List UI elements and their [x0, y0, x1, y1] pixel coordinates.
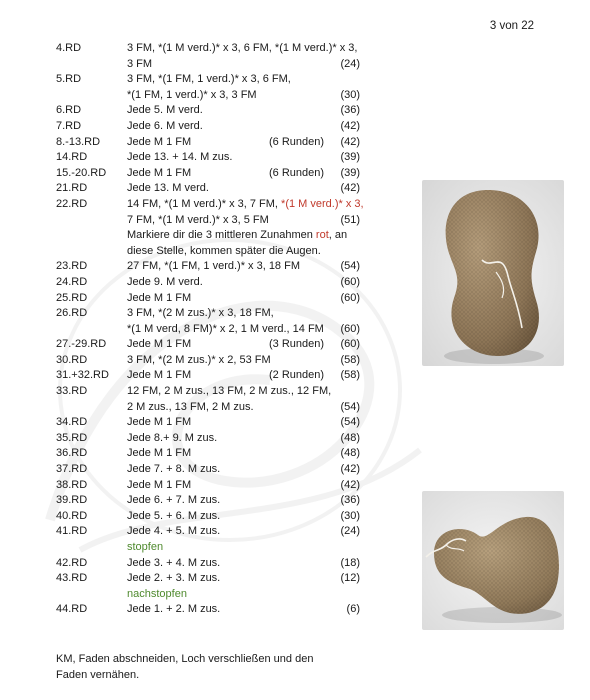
instruction-text: 14 FM, *(1 M verd.)* x 3, 7 FM,: [127, 197, 282, 210]
round-instructions: [127, 446, 360, 462]
instruction-line: [127, 353, 360, 369]
pattern-row: [56, 509, 396, 525]
instruction-line: [127, 72, 360, 88]
round-instructions: [127, 103, 360, 119]
instruction-line: [127, 57, 360, 73]
instruction-text: Jede 8.+ 9. M zus.: [127, 431, 218, 444]
pattern-row: [56, 368, 396, 384]
pattern-row: [56, 306, 396, 337]
stitch-count: (54): [340, 260, 360, 273]
pattern-row: [56, 602, 396, 618]
instruction-line: [127, 41, 360, 57]
stitch-count: (42): [340, 182, 360, 195]
instruction-text: Jede M 1 FM: [127, 338, 192, 351]
stitch-count: (58): [340, 369, 360, 382]
round-label: 7.RD: [56, 119, 82, 132]
instruction-text: *(1 FM, 1 verd.)* x 3, 3 FM: [127, 88, 257, 101]
crochet-body-photo-side: [422, 491, 564, 630]
round-instructions: [127, 72, 360, 103]
round-label: 43.RD: [56, 572, 88, 585]
instruction-line: [127, 431, 360, 447]
round-label: 33.RD: [56, 385, 88, 398]
stitch-count: (36): [340, 104, 360, 117]
stitch-count: (24): [340, 525, 360, 538]
instruction-text: Jede 7. + 8. M zus.: [127, 463, 221, 476]
instruction-line: [127, 368, 360, 384]
round-label: 5.RD: [56, 73, 82, 86]
stitch-count: (18): [340, 556, 360, 569]
instruction-line: [127, 556, 360, 572]
instruction-text: Jede M 1 FM: [127, 291, 192, 304]
instruction-line: [127, 446, 360, 462]
round-instructions: [127, 119, 360, 135]
stitch-count: (6): [346, 603, 360, 616]
pattern-row: [56, 291, 396, 307]
pattern-row: [56, 41, 396, 72]
pattern-row: [56, 493, 396, 509]
round-instructions: [127, 353, 360, 369]
round-instructions: [127, 181, 360, 197]
pattern-row: [56, 415, 396, 431]
stitch-count: (30): [340, 509, 360, 522]
round-instructions: [127, 493, 360, 509]
round-label: 15.-20.RD: [56, 166, 107, 179]
round-repeat-note: (2 Runden): [269, 369, 325, 382]
instruction-text: Jede M 1 FM: [127, 166, 192, 179]
round-instructions: [127, 524, 360, 555]
round-label: 25.RD: [56, 291, 88, 304]
round-instructions: [127, 509, 360, 525]
instruction-text: Jede 13. M verd.: [127, 182, 209, 195]
crochet-body-photo-front: [422, 180, 564, 366]
stuffing-note: stopfen: [127, 541, 164, 553]
stitch-count: (39): [340, 166, 360, 179]
instruction-line: [127, 337, 360, 353]
round-instructions: [127, 135, 360, 151]
instruction-text: *(1 M verd, 8 FM)* x 2, 1 M verd., 14 FM: [127, 322, 324, 335]
pattern-row: [56, 259, 396, 275]
pattern-row: [56, 353, 396, 369]
instruction-text: Jede 5. + 6. M zus.: [127, 509, 221, 522]
round-instructions: [127, 259, 360, 275]
pattern-row: [56, 135, 396, 151]
stitch-count: (42): [340, 135, 360, 148]
round-label: 27.-29.RD: [56, 338, 107, 351]
stuffing-note: nachstopfen: [127, 587, 187, 600]
round-label: 31.+32.RD: [56, 369, 109, 382]
stitch-count: (39): [340, 151, 360, 164]
instruction-text: Jede M 1 FM: [127, 135, 192, 148]
instruction-text: Jede 2. + 3. M zus.: [127, 572, 221, 585]
instruction-line: [127, 103, 360, 119]
instruction-line: [127, 228, 360, 244]
round-instructions: [127, 462, 360, 478]
stitch-count: (60): [340, 338, 360, 351]
instruction-line: [127, 291, 360, 307]
round-repeat-note: (3 Runden): [269, 338, 325, 351]
instruction-text: Jede 13. + 14. M zus.: [127, 151, 233, 164]
round-label: 40.RD: [56, 509, 88, 522]
round-instructions: [127, 415, 360, 431]
round-instructions: [127, 337, 360, 353]
stitch-count: (60): [340, 291, 360, 304]
stitch-count: (30): [340, 88, 360, 101]
round-label: 36.RD: [56, 447, 88, 460]
round-label: 23.RD: [56, 260, 88, 273]
round-label: 42.RD: [56, 556, 88, 569]
instruction-line: [127, 509, 360, 525]
instruction-text: 3 FM, *(1 FM, 1 verd.)* x 3, 6 FM,: [127, 73, 291, 86]
stitch-count: (42): [340, 119, 360, 132]
round-instructions: [127, 368, 360, 384]
stitch-count: (42): [340, 478, 360, 491]
stitch-count: (48): [340, 447, 360, 460]
round-instructions: [127, 306, 360, 337]
round-instructions: [127, 275, 360, 291]
highlight-text: *(1 M verd.)* x 3,: [281, 197, 364, 210]
pattern-row: [56, 524, 396, 555]
instruction-line: [127, 135, 360, 151]
pattern-row: [56, 446, 396, 462]
pattern-row: [56, 556, 396, 572]
instruction-text: Jede 1. + 2. M zus.: [127, 603, 221, 616]
instruction-text: Jede 4. + 5. M zus.: [127, 525, 221, 538]
instruction-text: 3 FM, *(1 M verd.)* x 3, 6 FM, *(1 M verd.)* x 3,: [127, 42, 358, 54]
stitch-count: (42): [340, 463, 360, 476]
instruction-text: 3 FM, *(2 M zus.)* x 2, 53 FM: [127, 353, 271, 366]
round-instructions: [127, 166, 360, 182]
pattern-row: [56, 275, 396, 291]
instruction-line: [127, 602, 360, 618]
round-instructions: [127, 571, 360, 602]
round-label: 22.RD: [56, 197, 88, 210]
instruction-line: [127, 587, 360, 603]
instruction-line: [127, 384, 360, 400]
instruction-line: [127, 415, 360, 431]
pattern-row: [56, 166, 396, 182]
stitch-count: (24): [340, 57, 360, 70]
instruction-line: [127, 244, 360, 260]
pattern-row: [56, 478, 396, 494]
instruction-text: 27 FM, *(1 FM, 1 verd.)* x 3, 18 FM: [127, 260, 300, 273]
pattern-row: [56, 462, 396, 478]
round-instructions: [127, 556, 360, 572]
stitch-count: (60): [340, 275, 360, 288]
stitch-count: (51): [340, 213, 360, 226]
round-label: 34.RD: [56, 416, 88, 429]
footer-line: Faden vernähen.: [56, 668, 140, 681]
instruction-line: [127, 322, 360, 338]
pattern-row: [56, 150, 396, 166]
instruction-line: [127, 462, 360, 478]
round-instructions: [127, 291, 360, 307]
round-label: 30.RD: [56, 353, 88, 366]
instruction-line: [127, 524, 360, 540]
pattern-row: [56, 384, 396, 415]
instruction-line: [127, 119, 360, 135]
instruction-text: Jede 3. + 4. M zus.: [127, 556, 221, 569]
instruction-line: [127, 540, 360, 556]
stitch-count: (54): [340, 416, 360, 429]
stitch-count: (36): [340, 494, 360, 507]
instruction-line: [127, 259, 360, 275]
round-repeat-note: (6 Runden): [269, 135, 325, 148]
pattern-row: [56, 431, 396, 447]
instruction-line: [127, 478, 360, 494]
round-label: 4.RD: [56, 42, 82, 54]
instruction-text: 7 FM, *(1 M verd.)* x 3, 5 FM: [127, 213, 269, 226]
instruction-text: , an: [328, 229, 348, 242]
round-label: 8.-13.RD: [56, 135, 101, 148]
pattern-rows: [56, 41, 396, 618]
round-label: 35.RD: [56, 431, 88, 444]
stitch-count: (12): [340, 572, 360, 585]
round-instructions: [127, 384, 360, 415]
round-instructions: [127, 197, 364, 259]
instruction-text: Jede 5. M verd.: [127, 104, 203, 117]
instruction-text: 12 FM, 2 M zus., 13 FM, 2 M zus., 12 FM,: [127, 385, 332, 398]
instruction-line: [127, 275, 360, 291]
instruction-text: Jede M 1 FM: [127, 416, 192, 429]
round-instructions: [127, 150, 360, 166]
round-label: 39.RD: [56, 494, 88, 507]
round-label: 37.RD: [56, 463, 88, 476]
highlight-text: rot: [315, 229, 329, 242]
round-instructions: [127, 431, 360, 447]
round-label: 14.RD: [56, 151, 88, 164]
instruction-text: diese Stelle, kommen später die Augen.: [127, 244, 321, 257]
pattern-row: [56, 103, 396, 119]
instruction-text: Jede 6. + 7. M zus.: [127, 494, 221, 507]
footer-line: KM, Faden abschneiden, Loch verschließen und den: [56, 653, 314, 665]
pattern-row: [56, 571, 396, 602]
pattern-row: [56, 197, 396, 259]
round-repeat-note: (6 Runden): [269, 166, 325, 179]
round-label: 26.RD: [56, 307, 88, 320]
instruction-text: Jede 6. M verd.: [127, 119, 203, 132]
page-number: 3 von 22: [489, 20, 534, 32]
instruction-text: 2 M zus., 13 FM, 2 M zus.: [127, 400, 254, 413]
instruction-line: [127, 306, 360, 322]
pattern-row: [56, 181, 396, 197]
instruction-line: [127, 571, 360, 587]
round-label: 38.RD: [56, 478, 88, 491]
instruction-line: [127, 197, 364, 213]
instruction-line: [127, 150, 360, 166]
round-label: 44.RD: [56, 603, 88, 616]
round-instructions: [127, 602, 360, 618]
footer-instructions: [56, 652, 376, 683]
stitch-count: (60): [340, 322, 360, 335]
pattern-row: [56, 337, 396, 353]
instruction-text: Jede 9. M verd.: [127, 275, 203, 288]
instruction-line: [127, 181, 360, 197]
instruction-line: [127, 166, 360, 182]
instruction-text: Jede M 1 FM: [127, 369, 192, 382]
round-label: 6.RD: [56, 104, 82, 117]
stitch-count: (48): [340, 431, 360, 444]
instruction-line: [127, 213, 360, 229]
instruction-line: [127, 400, 360, 416]
instruction-line: [127, 88, 360, 104]
round-instructions: [127, 478, 360, 494]
instruction-line: [127, 493, 360, 509]
stitch-count: (58): [340, 353, 360, 366]
pattern-row: [56, 72, 396, 103]
instruction-text: Markiere dir die 3 mittleren Zunahmen: [127, 229, 316, 242]
round-label: 24.RD: [56, 275, 88, 288]
instruction-text: 3 FM, *(2 M zus.)* x 3, 18 FM,: [127, 307, 274, 320]
round-label: 41.RD: [56, 525, 88, 538]
stitch-count: (54): [340, 400, 360, 413]
instruction-text: Jede M 1 FM: [127, 447, 192, 460]
pattern-row: [56, 119, 396, 135]
instruction-text: 3 FM: [127, 57, 153, 70]
instruction-text: Jede M 1 FM: [127, 478, 192, 491]
round-label: 21.RD: [56, 182, 88, 195]
round-instructions: [127, 41, 360, 72]
